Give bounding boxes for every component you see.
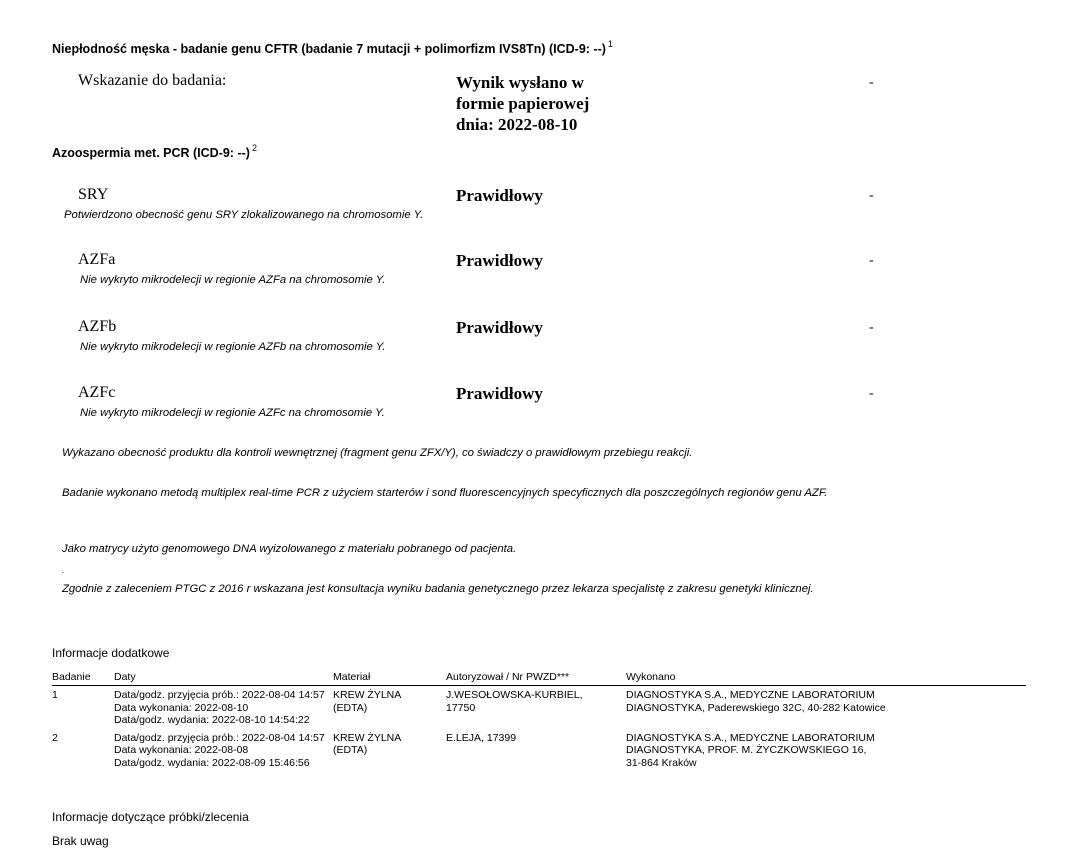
lab-line: DIAGNOSTYKA, Paderewskiego 32C, 40-282 Katowice	[626, 701, 886, 714]
cell-material	[333, 686, 446, 729]
column-header-daty: Daty	[114, 670, 333, 686]
param-ref-azfc: -	[869, 386, 874, 401]
column-header-autoryzowal: Autoryzował / Nr PWZD***	[446, 670, 626, 686]
column-header-material: Materiał	[333, 670, 446, 686]
section-title-azoospermia	[52, 144, 257, 160]
date-line: Data/godz. wydania: 2022-08-09 15:46:56	[114, 756, 310, 769]
param-value-azfb: Prawidłowy	[456, 318, 543, 337]
lab-line: DIAGNOSTYKA S.A., MEDYCZNE LABORATORIUM	[626, 689, 875, 701]
column-header-badanie: Badanie	[52, 670, 114, 686]
author-line: J.WESOŁOWSKA-KURBIEL,	[446, 689, 583, 701]
lab-line: DIAGNOSTYKA, PROF. M. ŻYCZKOWSKIEGO 16,	[626, 744, 867, 756]
cell-badanie: 1	[52, 689, 58, 701]
date-line: Data wykonania: 2022-08-10	[114, 701, 249, 714]
note-dna-matrix: Jako matrycy użyto genomowego DNA wyizolowanego z materiału pobranego od pacjenta.	[62, 543, 517, 555]
cell-autoryzowal	[446, 686, 626, 729]
param-name-sry: SRY	[78, 186, 109, 203]
footnote-marker: 2	[251, 143, 257, 153]
cell-wykonano	[626, 729, 1026, 772]
date-line: Data/godz. przyjęcia prób.: 2022-08-04 14:57	[114, 689, 325, 701]
author-line: 17750	[446, 701, 476, 714]
column-header-wykonano: Wykonano	[626, 670, 1026, 686]
value-line: Wynik wysłano w	[456, 73, 584, 92]
date-line: Data/godz. przyjęcia prób.: 2022-08-04 14:57	[114, 731, 325, 744]
cell-badanie: 2	[52, 731, 58, 744]
sample-info-heading: Informacje dotyczące próbki/zlecenia	[52, 810, 249, 824]
table-row	[52, 729, 1026, 772]
param-value-wskazanie	[456, 72, 589, 135]
param-comment-azfc: Nie wykryto mikrodelecji w regionie AZFc na chromosomie Y.	[80, 407, 385, 419]
table-row	[52, 686, 1026, 729]
section-title-text: Niepłodność męska - badanie genu CFTR (badanie 7 mutacji + polimorfizm IVS8Tn) (ICD-9: --)	[52, 42, 606, 57]
material-line: (EDTA)	[333, 701, 368, 714]
value-line: dnia: 2022-08-10	[456, 115, 578, 134]
note-dot: .	[62, 565, 65, 575]
material-line: KREW ŻYLNA	[333, 689, 402, 701]
sample-info-text: Brak uwag	[52, 834, 109, 848]
param-name-azfc: AZFc	[78, 384, 116, 401]
lab-line: 31-864 Kraków	[626, 756, 697, 769]
param-ref-wskazanie: -	[869, 75, 874, 90]
section-title-text: Azoospermia met. PCR (ICD-9: --)	[52, 146, 250, 161]
param-comment-sry: Potwierdzono obecność genu SRY zlokalizowanego na chromosomie Y.	[64, 209, 424, 221]
note-ptgc-recommendation: Zgodnie z zaleceniem PTGC z 2016 r wskazana jest konsultacja wyniku badania genetycznego przez lekarza specjalistę z zakresu genetyki klinicznej.	[62, 583, 814, 595]
note-method: Badanie wykonano metodą multiplex real-time PCR z użyciem starterów i sond fluorescencyjnych specyficznych dla poszczególnych regionów genu AZF.	[62, 487, 828, 499]
additional-info-table	[52, 670, 1026, 771]
cell-autoryzowal	[446, 729, 626, 772]
material-line: KREW ŻYLNA	[333, 731, 402, 744]
cell-daty	[114, 729, 333, 772]
param-value-sry: Prawidłowy	[456, 186, 543, 205]
additional-info-heading: Informacje dodatkowe	[52, 646, 170, 660]
param-name-azfa: AZFa	[78, 251, 116, 268]
param-value-azfa: Prawidłowy	[456, 251, 543, 270]
param-name-wskazanie: Wskazanie do badania:	[78, 72, 227, 89]
value-line: formie papierowej	[456, 94, 590, 113]
date-line: Data/godz. wydania: 2022-08-10 14:54:22	[114, 714, 310, 726]
note-internal-control: Wykazano obecność produktu dla kontroli wewnętrznej (fragment genu ZFX/Y), co świadczy o prawidłowym przebiegu reakcji.	[62, 447, 693, 459]
date-line: Data wykonania: 2022-08-08	[114, 744, 249, 756]
param-value-azfc: Prawidłowy	[456, 384, 543, 403]
param-ref-azfa: -	[869, 253, 874, 268]
param-name-azfb: AZFb	[78, 318, 117, 335]
param-ref-sry: -	[869, 188, 874, 203]
cell-material	[333, 729, 446, 772]
lab-line: DIAGNOSTYKA S.A., MEDYCZNE LABORATORIUM	[626, 731, 875, 744]
material-line: (EDTA)	[333, 744, 368, 756]
table-header-row	[52, 670, 1026, 686]
cell-wykonano	[626, 686, 1026, 729]
footnote-marker: 1	[607, 39, 613, 49]
param-comment-azfb: Nie wykryto mikrodelecji w regionie AZFb na chromosomie Y.	[80, 341, 386, 353]
author-line: E.LEJA, 17399	[446, 731, 517, 744]
section-title-cftr	[52, 40, 613, 56]
param-comment-azfa: Nie wykryto mikrodelecji w regionie AZFa na chromosomie Y.	[80, 274, 386, 286]
cell-daty	[114, 686, 333, 729]
param-ref-azfb: -	[869, 320, 874, 335]
